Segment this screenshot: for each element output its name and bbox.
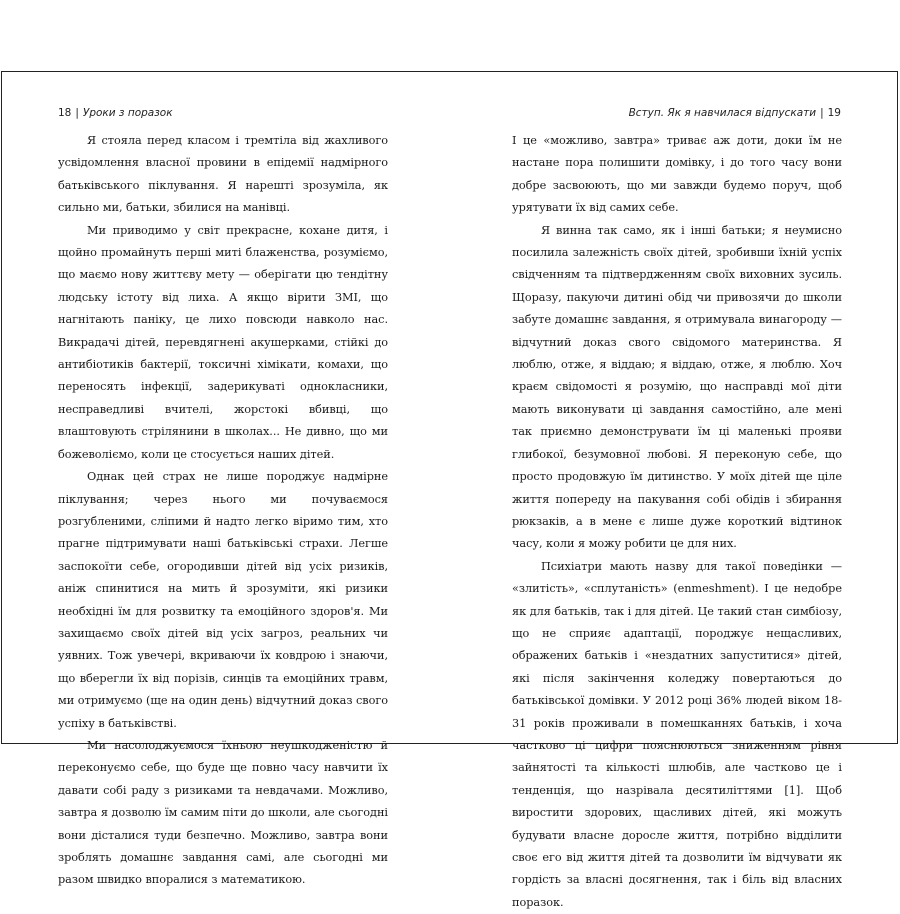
paragraph: Однак цей страх не лише породжує надмірне піклування; через нього ми почуваємося розгубленими, сліпими й надто легко віримо тим, хто прагне підтримувати наші батьківські страхи. Легше заспокоїти себе, огородивши дітей від усіх ризиків, аніж спинитися на мить й зрозуміти, які ризики необхідні їм для розвитку та емоційного здоров'я. Ми захищаємо своїх дітей від усіх загроз, реальних чи уявних. Тож увечері, вкриваючи їх ковдрою і знаючи, що вберегли їх від порізів, синців та емоційних травм, ми отримуємо (ще на один день) відчутний доказ свого успіху в батьківстві. xyxy=(58,470,388,730)
paragraph: І це «можливо, завтра» триває аж доти, доки їм не настане пора полишити домівку, і до того часу вони добре засвоюють, що ми завжди будемо поруч, щоб урятувати їх від самих себе. xyxy=(512,134,842,215)
paragraph: Я стояла перед класом і тремтіла від жахливого усвідомлення власної провини в епідемії надмірного батьківського піклування. Я нарешті зрозуміла, як сильно ми, батьки, збилися на манівці. xyxy=(58,134,388,215)
paragraph: Ми приводимо у світ прекрасне, кохане дитя, і щойно промайнуть перші миті блаженства, розуміємо, що маємо нову життєву мету — оберігати цю тендітну людську істоту від лиха. А якщо вірити ЗМІ, що нагнітають паніку, це лихо повсюди навколо нас. Викрадачі дітей, перевдягнені акушерками, стійкі до антибіотиків бактерії, токсичні хімікати, комахи, що переносять інфекції, задерикуваті однокласники, несправедливі вчителі, жорстокі вбивці, що влаштовують стрілянини в школах... Не дивно, що ми божеволіємо, коли це стосується наших дітей. xyxy=(58,223,388,461)
right-page-header xyxy=(629,107,841,119)
left-page-body xyxy=(58,130,388,892)
right-header-separator: | xyxy=(820,107,824,119)
right-page-body xyxy=(512,130,842,914)
paragraph: Психіатри мають назву для такої поведінки — «злитість», «сплутаність» (enmeshment). І це недобре як для батьків, так і для дітей. Це такий стан симбіозу, що не сприяє адаптації, породжує нещасливих, ображених батьків і «нездатних запуститися» дітей, які після закінчення коледжу повертаються до батьківської домівки. У 2012 році 36% людей віком 18-31 років проживали в помешканнях батьків, і хоча частково ці цифри пояснюються зниженням рівня зайнятості та кількості шлюбів, але частково це і тенденція, що назрівала десятиліттями [1]. Щоб виростити здорових, щасливих дітей, які можуть будувати власне доросле життя, потрібно відділити своє его від життя дітей та дозволити їм відчувати як гордість за власні досягнення, так і біль від власних поразок. xyxy=(512,559,842,909)
left-running-title: Уроки з поразок xyxy=(82,107,173,119)
left-page-number: 18 xyxy=(58,107,72,119)
right-page-number: 19 xyxy=(827,107,841,119)
left-page-header xyxy=(58,107,173,119)
left-header-separator: | xyxy=(75,107,79,119)
paragraph: Я винна так само, як і інші батьки; я неумисно посилила залежність своїх дітей, зробивши їхній успіх свідченням та підтвердженням своїх виховних зусиль. Щоразу, пакуючи дитині обід чи привозячи до школи забуте домашнє завдання, я отримувала винагороду — відчутний доказ свого свідомого материнства. Я люблю, отже, я віддаю; я віддаю, отже, я люблю. Хоч краєм свідомості я розумію, що насправді мої діти мають виконувати ці завдання самостійно, але мені так приємно демонструвати їм ці маленькі прояви глибокої, безумовної любові. Я переконую себе, що просто продовжую їм дитинство. У моїх дітей ще ціле життя попереду на пакування собі обідів і збирання рюкзаків, а в мене є лише дуже короткий відтинок часу, коли я можу робити це для них. xyxy=(512,223,842,551)
right-running-title: Вступ. Як я навчилася відпускати xyxy=(628,107,817,119)
paragraph: Ми насолоджуємося їхньою неушкодженістю й переконуємо себе, що буде ще повно часу навчити їх давати собі раду з ризиками та невдачами. Можливо, завтра я дозволю їм самим піти до школи, але сьогодні вони дісталися туди безпечно. Можливо, завтра вони зроблять домашнє завдання самі, але сьогодні ми разом швидко впоралися з математикою. xyxy=(58,738,388,887)
